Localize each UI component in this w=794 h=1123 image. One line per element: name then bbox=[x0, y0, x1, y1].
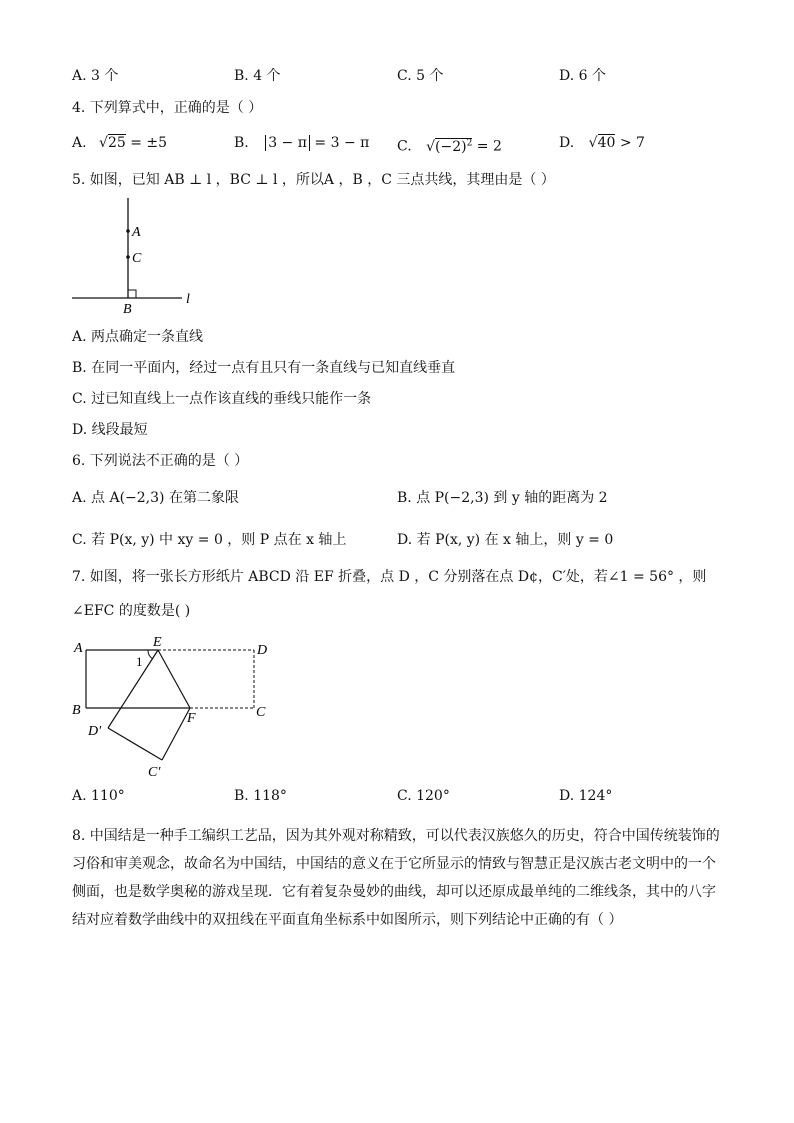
q8-paragraph: 8. 中国结是一种手工编织工艺品，因为其外观对称精致，可以代表汉族悠久的历史，符合中国传统装饰的习俗和审美观念，故命名为中国结，中国结的意义在于它所显示的情致与智慧正是汉族古老文明中的一个侧面，也是数学奥秘的游戏呈现．它有着复杂曼妙的曲线，却可以还原成最单纯的二维线条，其中的八字结对应着数学曲线中的双扭线在平面直角坐标系中如图所示，则下列结论中正确的有（ ） bbox=[72, 828, 720, 928]
right-angle-mark bbox=[128, 290, 136, 298]
angle-1-arc bbox=[148, 650, 153, 659]
q5-stem: 5. 如图，已知 AB ⊥ l ，BC ⊥ l ，所以A ，B ，C 三点共线，其理由是（ ） bbox=[72, 172, 555, 188]
label-d-prime: D′ bbox=[88, 724, 102, 739]
label-f: F bbox=[187, 711, 196, 726]
sqrt-symbol: √ bbox=[588, 135, 598, 151]
q7-option-d: D. 124° bbox=[559, 788, 613, 804]
q3-option-b: B. 4 个 bbox=[234, 68, 281, 84]
edge-d-prime-c-prime bbox=[108, 728, 162, 760]
q4-c-rest: = 2 bbox=[472, 138, 502, 155]
q4-option-d bbox=[559, 133, 645, 153]
q4-b-rest: = 3 − π bbox=[309, 135, 370, 151]
q6-stem: 6. 下列说法不正确的是（ ） bbox=[72, 453, 249, 469]
q4-option-b-label: B. bbox=[234, 135, 249, 151]
label-c: C bbox=[132, 251, 142, 266]
q4-stem: 4. 下列算式中，正确的是（ ） bbox=[72, 100, 263, 116]
q4-a-rest: = ±5 bbox=[125, 135, 168, 151]
label-a: A bbox=[132, 225, 141, 240]
q4-d-rest: > 7 bbox=[615, 135, 645, 151]
q4-option-a bbox=[72, 133, 167, 153]
q4-option-c-label: C. bbox=[397, 138, 412, 155]
q4-option-d-label: D. bbox=[559, 135, 575, 151]
fold-line-ef bbox=[158, 650, 190, 708]
q4-option-a-label: A. bbox=[72, 135, 87, 151]
q6-option-b: B. 点 P(−2,3) 到 y 轴的距离为 2 bbox=[397, 490, 608, 506]
label-angle-1: 1 bbox=[136, 654, 143, 669]
q7-stem-line2: ∠EFC 的度数是( ) bbox=[72, 603, 191, 619]
sqrt-symbol: √ bbox=[426, 138, 436, 155]
label-b: B bbox=[123, 302, 132, 317]
point-a bbox=[126, 229, 130, 233]
sqrt-symbol: √ bbox=[99, 135, 108, 151]
q3-option-c: C. 5 个 bbox=[397, 68, 444, 84]
label-c-prime: C′ bbox=[148, 765, 161, 780]
label-b: B bbox=[72, 703, 81, 718]
q7-figure bbox=[66, 632, 286, 782]
label-c: C bbox=[256, 705, 266, 720]
edge-c-prime-f bbox=[162, 708, 190, 760]
q5-option-c: C. 过已知直线上一点作该直线的垂线只能作一条 bbox=[72, 391, 372, 407]
q4-c-radicand: (−2) bbox=[435, 138, 467, 155]
edge-ed-prime bbox=[108, 650, 158, 728]
point-c bbox=[126, 255, 130, 259]
q4-a-radicand: 25 bbox=[107, 135, 126, 151]
label-e: E bbox=[153, 635, 162, 650]
q3-option-d: D. 6 个 bbox=[559, 68, 606, 84]
q5-option-b: B. 在同一平面内，经过一点有且只有一条直线与已知直线垂直 bbox=[72, 360, 456, 376]
q7-option-a: A. 110° bbox=[72, 788, 125, 804]
q5-figure bbox=[60, 192, 220, 320]
q5-option-d: D. 线段最短 bbox=[72, 422, 148, 438]
q7-option-b: B. 118° bbox=[234, 788, 287, 804]
q6-option-a: A. 点 A(−2,3) 在第二象限 bbox=[72, 490, 239, 506]
q7-option-c: C. 120° bbox=[397, 788, 450, 804]
q4-option-b bbox=[234, 133, 369, 153]
q4-d-radicand: 40 bbox=[597, 135, 616, 151]
q6-option-d: D. 若 P(x, y) 在 x 轴上，则 y = 0 bbox=[397, 532, 614, 548]
label-d: D bbox=[257, 643, 268, 658]
q7-stem-line1: 7. 如图，将一张长方形纸片 ABCD 沿 EF 折叠，点 D ，C 分别落在点 D¢，C′处，若∠1 = 56° ，则 bbox=[72, 569, 707, 585]
q6-option-c: C. 若 P(x, y) 中 xy = 0 ，则 P 点在 x 轴上 bbox=[72, 532, 347, 548]
label-l: l bbox=[186, 292, 190, 307]
q4-c-exponent: 2 bbox=[466, 138, 473, 148]
label-a: A bbox=[74, 641, 83, 656]
q3-option-a: A. 3 个 bbox=[72, 68, 119, 84]
q4-b-absolute: 3 − π bbox=[265, 135, 310, 151]
q4-option-c bbox=[397, 133, 502, 157]
q5-option-a: A. 两点确定一条直线 bbox=[72, 329, 204, 345]
